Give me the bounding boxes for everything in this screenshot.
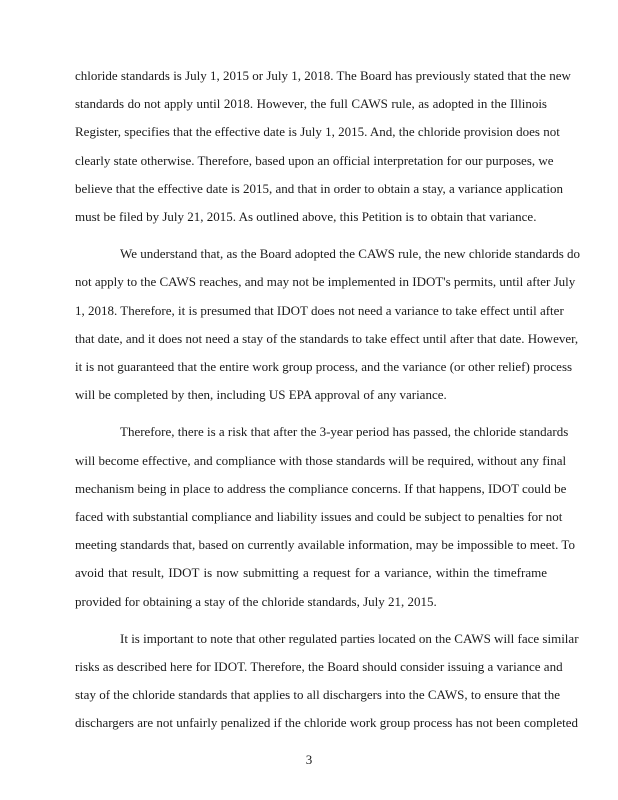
page-number: 3 xyxy=(305,752,313,767)
text-line: standards do not apply until 2018. However, the full CAWS rule, as adopted in the Illinois xyxy=(75,96,547,112)
paragraph-4 xyxy=(75,625,579,738)
paragraph-2 xyxy=(75,240,581,409)
text-line: It is important to note that other regulated parties located on the CAWS will face similar xyxy=(120,630,579,646)
text-line: clearly state otherwise. Therefore, based upon an official interpretation for our purposes, we xyxy=(75,152,554,168)
text-line: it is not guaranteed that the entire work group process, and the variance (or other relief) process xyxy=(75,359,573,375)
body-text xyxy=(75,62,581,738)
text-line: Therefore, there is a risk that after the 3-year period has passed, the chloride standards xyxy=(120,424,569,440)
text-line: mechanism being in place to address the compliance concerns. If that happens, IDOT could be xyxy=(75,480,567,496)
text-line: will be completed by then, including US EPA approval of any variance. xyxy=(75,387,447,403)
text-line: Register, specifies that the effective date is July 1, 2015. And, the chloride provision does not xyxy=(75,124,560,140)
text-line: faced with substantial compliance and liability issues and could be subject to penalties for not xyxy=(75,509,563,525)
text-line: believe that the effective date is 2015, and that in order to obtain a stay, a variance application xyxy=(75,180,564,196)
text-line: dischargers are not unfairly penalized if the chloride work group process has not been completed xyxy=(75,715,578,731)
text-line: not apply to the CAWS reaches, and may not be implemented in IDOT's permits, until after July xyxy=(75,274,576,290)
text-line: must be filed by July 21, 2015. As outlined above, this Petition is to obtain that variance. xyxy=(75,209,537,225)
text-line: risks as described here for IDOT. Therefore, the Board should consider issuing a variance and xyxy=(75,659,563,675)
text-line: will become effective, and compliance with those standards will be required, without any final xyxy=(75,452,567,468)
text-line: that date, and it does not need a stay of the standards to take effect until after that date. However, xyxy=(75,330,579,346)
text-line: We understand that, as the Board adopted the CAWS rule, the new chloride standards do xyxy=(120,246,581,262)
paragraph-3 xyxy=(75,418,575,615)
paragraph-1 xyxy=(75,62,571,231)
text-line: 1, 2018. Therefore, it is presumed that IDOT does not need a variance to take effect until after xyxy=(75,302,564,318)
text-line: provided for obtaining a stay of the chloride standards, July 21, 2015. xyxy=(75,593,437,609)
text-line: avoid that result, IDOT is now submitting a request for a variance, within the timeframe xyxy=(75,565,547,581)
text-line: chloride standards is July 1, 2015 or July 1, 2018. The Board has previously stated that the new xyxy=(75,68,571,83)
text-line: meeting standards that, based on currently available information, may be impossible to meet. To xyxy=(75,537,575,553)
text-line: stay of the chloride standards that applies to all dischargers into the CAWS, to ensure that the xyxy=(75,687,561,703)
